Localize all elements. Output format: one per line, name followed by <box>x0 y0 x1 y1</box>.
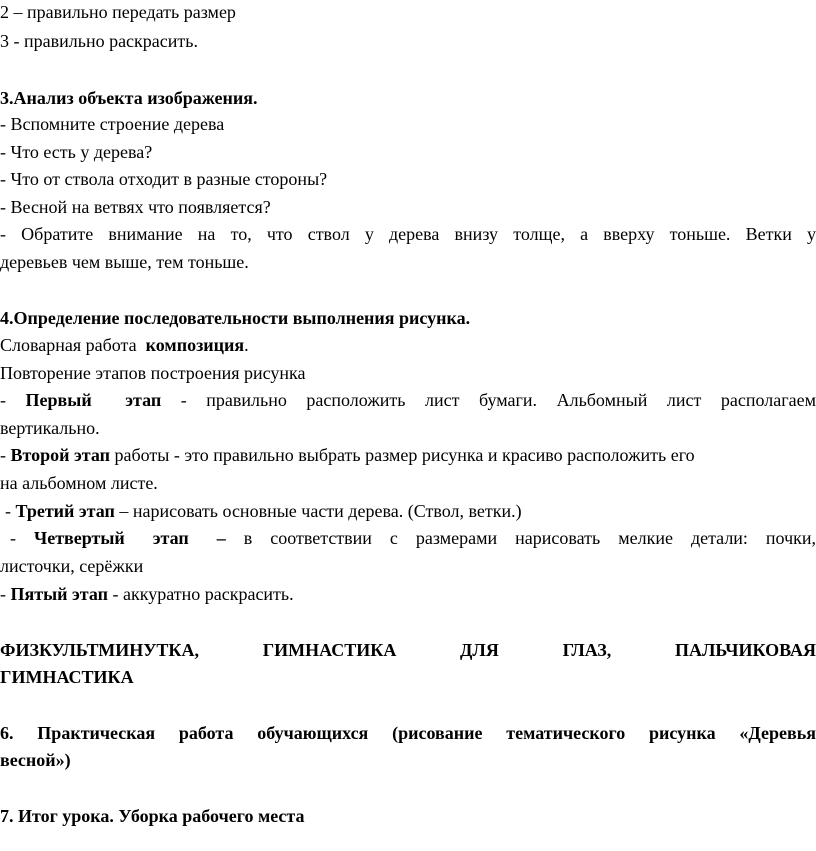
stage-2-line-2: на альбомном листе. <box>0 473 158 493</box>
vocabulary-prefix: Словарная работа <box>0 335 137 355</box>
stage-1-label: Первый этап <box>25 390 162 410</box>
stage-2-line-1 <box>0 442 695 468</box>
section-6-line-2: весной») <box>0 750 71 770</box>
stages-intro: Повторение этапов построения рисунка <box>0 363 306 383</box>
stage-4-line-1 <box>10 525 816 551</box>
stage-1-dash: - <box>0 390 6 410</box>
stage-2-dash: - <box>0 445 6 465</box>
section-3-heading: 3.Анализ объекта изображения. <box>0 88 258 108</box>
criteria-item-3: 3 - правильно раскрасить. <box>0 31 198 51</box>
stage-5-label: Пятый этап <box>10 584 108 604</box>
question-3: - Что от ствола отходит в разные стороны? <box>0 169 328 189</box>
stage-2-text: работы - это правильно выбрать размер рисунка и красиво расположить его <box>114 445 695 465</box>
physical-break-line-2: ГИМНАСТИКА <box>0 667 134 687</box>
stage-3-label: Третий этап <box>15 501 115 521</box>
vocabulary-word: композиция <box>145 335 245 355</box>
stage-4-line-2: листочки, серёжки <box>0 556 144 576</box>
stage-3-text: – нарисовать основные части дерева. (Ствол, ветки.) <box>119 501 522 521</box>
stage-5-text: - аккуратно раскрасить. <box>112 584 294 604</box>
stage-4-text: в соответствии с размерами нарисовать мелкие детали: почки, <box>243 528 816 548</box>
section-6-line-1: 6. Практическая работа обучающихся (рисование тематического рисунка «Деревья <box>0 723 816 743</box>
section-4-heading: 4.Определение последовательности выполнения рисунка. <box>0 308 471 328</box>
stage-5-line <box>0 581 294 607</box>
criteria-item-2: 2 – правильно передать размер <box>0 2 236 22</box>
question-2: - Что есть у дерева? <box>0 142 153 162</box>
question-1: - Вспомните строение дерева <box>0 114 225 134</box>
stage-5-dash: - <box>0 584 6 604</box>
physical-break-line-1: ФИЗКУЛЬТМИНУТКА, ГИМНАСТИКА ДЛЯ ГЛАЗ, ПАЛЬЧИКОВАЯ <box>0 640 816 660</box>
section-7-heading: 7. Итог урока. Уборка рабочего места <box>0 806 305 826</box>
question-5-line-1: - Обратите внимание на то, что ствол у дерева внизу толще, а вверху тоньше. Ветки у <box>0 224 816 244</box>
stage-3-line <box>5 498 522 524</box>
stage-4-dash: - <box>10 528 16 548</box>
stage-3-dash: - <box>5 501 11 521</box>
question-5-line-2: деревьев чем выше, тем тоньше. <box>0 252 249 272</box>
vocabulary-suffix: . <box>244 335 249 355</box>
stage-2-label: Второй этап <box>10 445 110 465</box>
stage-1-text: - правильно расположить лист бумаги. Альбомный лист располагаем <box>180 390 816 410</box>
stage-4-label: Четвертый этап – <box>34 528 226 548</box>
stage-1-line-2: вертикально. <box>0 418 100 438</box>
question-4: - Весной на ветвях что появляется? <box>0 197 271 217</box>
stage-1-line-1 <box>0 387 816 413</box>
vocabulary-line <box>0 332 249 358</box>
